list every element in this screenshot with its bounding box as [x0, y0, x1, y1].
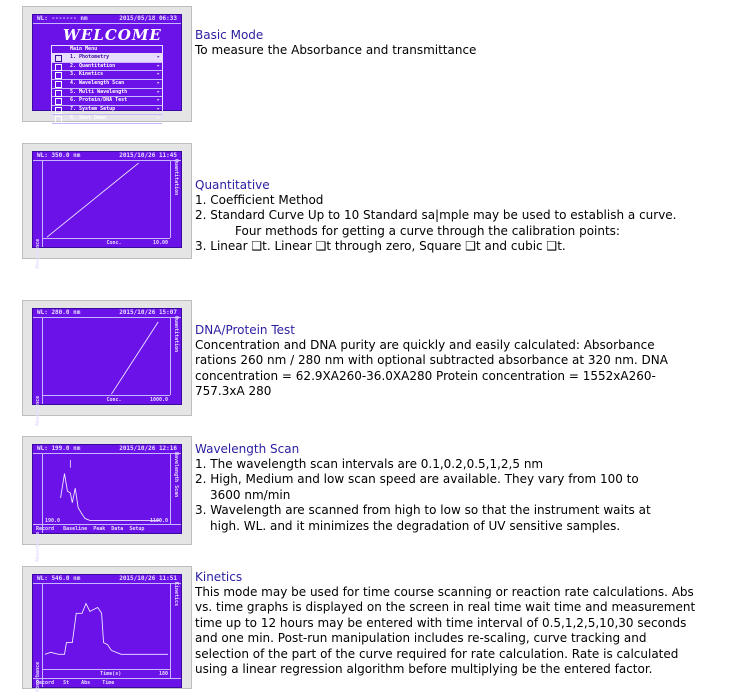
- dna-curve-plot: [43, 318, 170, 396]
- timestamp: 2015/10/26 11:51: [119, 575, 177, 582]
- timestamp: 2015/10/26 12:16: [119, 445, 177, 452]
- basic-mode-title: Basic Mode: [195, 28, 264, 42]
- x-axis-label: Time(s): [100, 671, 122, 677]
- quant-item-3: 3. Linear ❑t. Linear ❑t through zero, Square ❑t and cubic ❑t.: [195, 239, 566, 254]
- scan-spectrum-line: [61, 474, 161, 521]
- timestamp: 2015/10/26 15:07: [119, 309, 177, 316]
- chevron-right-icon: ▸: [156, 62, 160, 69]
- menu-item[interactable]: [52, 63, 162, 72]
- menu-item-label: 2. Quantitation: [70, 62, 116, 69]
- menu-item[interactable]: [52, 80, 162, 89]
- softkey-bar: Record Baseline Peak Data Setup: [36, 526, 145, 532]
- dna-protein-screen-photo: [22, 300, 192, 426]
- dna-protein-title: DNA/Protein Test: [195, 323, 295, 337]
- quant-item-2: 2. Standard Curve Up to 10 Standard sa|mple may be used to establish a curve.: [195, 208, 677, 223]
- kinetics-plot: [43, 584, 170, 662]
- welcome-screen-photo: [22, 6, 192, 122]
- welcome-screen-display: [32, 14, 182, 121]
- wl-readout: WL: 350.0 nm: [37, 152, 81, 159]
- menu-item-icon: [55, 98, 62, 105]
- menu-item-label: 1. Photometry: [70, 54, 110, 60]
- wl-readout: WL: 280.0 nm: [37, 309, 81, 316]
- softkey-bar: Record St Abs Time: [36, 680, 115, 686]
- x-axis-max: 1000.0: [149, 397, 168, 403]
- wl-readout: WL: 199.0 nm: [37, 445, 81, 452]
- mode-label: Kinetics: [173, 582, 179, 607]
- wl-readout: WL: ------- nm: [37, 15, 88, 22]
- quant-item-2-sub: Four methods for getting a curve through the calibration points:: [235, 223, 620, 238]
- y-axis-label: Absorbance: [35, 661, 41, 692]
- chevron-right-icon: ▸: [156, 114, 160, 121]
- scan-item-3: 3. Wavelength are scanned from high to low so that the instrument waits at high. WL. and it minimizes the degradation of UV sensitive samples.: [195, 503, 651, 533]
- mode-label: Quantitation: [173, 316, 179, 353]
- menu-item-icon: [55, 107, 62, 114]
- menu-item-icon: [55, 55, 62, 62]
- main-menu: [51, 45, 163, 119]
- chevron-right-icon: ▸: [156, 88, 160, 95]
- menu-item-label: 3. Kinetics: [70, 71, 104, 78]
- quantitative-title: Quantitative: [195, 178, 270, 192]
- calibration-curve-plot: [43, 161, 170, 239]
- wavelength-scan-body: [195, 457, 665, 534]
- menu-item-icon: [55, 72, 62, 79]
- chevron-right-icon: ▸: [156, 71, 160, 78]
- quantitation-screen-display: [32, 151, 182, 269]
- menu-item-label: 6. Protein/DNA Test: [70, 97, 128, 104]
- wavelength-scan-title: Wavelength Scan: [195, 442, 300, 456]
- menu-item-label: 5. Multi Wavelength: [70, 88, 128, 95]
- kinetics-title: Kinetics: [195, 570, 243, 584]
- status-bar: [33, 15, 181, 24]
- x-axis-max: 1100.0: [149, 518, 168, 524]
- menu-item-label: 4. Wavelength Scan: [70, 80, 125, 87]
- mode-label: Quantitation: [173, 159, 179, 196]
- wavelength-scan-screen-photo: [22, 436, 192, 562]
- menu-item[interactable]: [52, 115, 162, 124]
- x-axis-max: 10.00: [152, 240, 168, 246]
- menu-item[interactable]: [52, 106, 162, 115]
- menu-item[interactable]: [52, 97, 162, 106]
- scan-item-1: 1. The wavelength scan intervals are 0.1,0.2,0.5,1,2,5 nm: [195, 457, 544, 471]
- timestamp: 2015/10/26 11:45: [119, 152, 177, 159]
- menu-title: Main Menu: [52, 46, 162, 54]
- mode-label: Wavelength Scan: [173, 452, 179, 498]
- menu-item-icon: [55, 116, 62, 123]
- kinetics-screen-photo: [22, 566, 192, 692]
- y-axis-label: Absorbance: [35, 238, 41, 269]
- x-axis-min: 190.0: [45, 518, 61, 524]
- menu-item-label: 8. Shut Down: [70, 114, 107, 121]
- welcome-banner: WELCOME: [63, 26, 162, 44]
- x-axis-max: 180: [158, 671, 168, 677]
- quantitation-screen-photo: [22, 143, 192, 269]
- dna-curve-line: [111, 322, 158, 394]
- kinetics-screen-display: [32, 574, 182, 692]
- y-axis-label: Absorbance: [35, 395, 41, 426]
- wavelength-scan-screen-display: [32, 444, 182, 562]
- calibration-line: [47, 163, 139, 237]
- chevron-right-icon: ▸: [156, 80, 160, 87]
- quantitative-body: [195, 193, 677, 255]
- menu-item-label: 7. System Setup: [70, 106, 116, 113]
- menu-item[interactable]: [52, 54, 162, 63]
- scan-item-2: 2. High, Medium and low scan speed are available. They vary from 100 to 3600 nm/min: [195, 472, 639, 502]
- dna-protein-screen-display: [32, 308, 182, 426]
- menu-item-icon: [55, 81, 62, 88]
- menu-item[interactable]: [52, 71, 162, 80]
- menu-item[interactable]: [52, 89, 162, 98]
- kinetics-curve-line: [45, 604, 168, 655]
- kinetics-desc: This mode may be used for time course scanning or reaction rate calculations. Abs vs. time graphs is displayed on the screen in real time wait time and measurement time up to 12 hours may be entered with time interval of 0.5,1,2,5,10,30 seconds and one min. Post-run manipulation includes re-scaling, curve tracking and selection of the part of the curve required for rate calculation. Rate is calculated using a linear regression algorithm before multiplying be the entered factor.: [195, 585, 696, 677]
- chevron-right-icon: ▸: [156, 54, 160, 60]
- basic-mode-desc: To measure the Absorbance and transmittance: [195, 43, 477, 57]
- timestamp: 2015/05/18 06:33: [119, 15, 177, 22]
- x-axis-label: Conc.: [106, 240, 122, 246]
- chevron-right-icon: ▸: [156, 97, 160, 104]
- quant-item-1: 1. Coefficient Method: [195, 193, 324, 207]
- x-axis-label: Conc.: [106, 397, 122, 403]
- menu-item-icon: [55, 90, 62, 97]
- y-axis-label: Absorbance: [35, 531, 41, 562]
- menu-list: [52, 54, 162, 124]
- dna-protein-desc: Concentration and DNA purity are quickly and easily calculated: Absorbance rations 260 nm / 280 nm with optional subtracted absorbance at 320 nm. DNA concentration = 62.9XA260-36.0XA280 Protein concentration = 1552xA260- 757.3xA 280: [195, 338, 668, 399]
- wl-readout: WL: 546.0 nm: [37, 575, 81, 582]
- menu-item-icon: [55, 64, 62, 71]
- chevron-right-icon: ▸: [156, 106, 160, 113]
